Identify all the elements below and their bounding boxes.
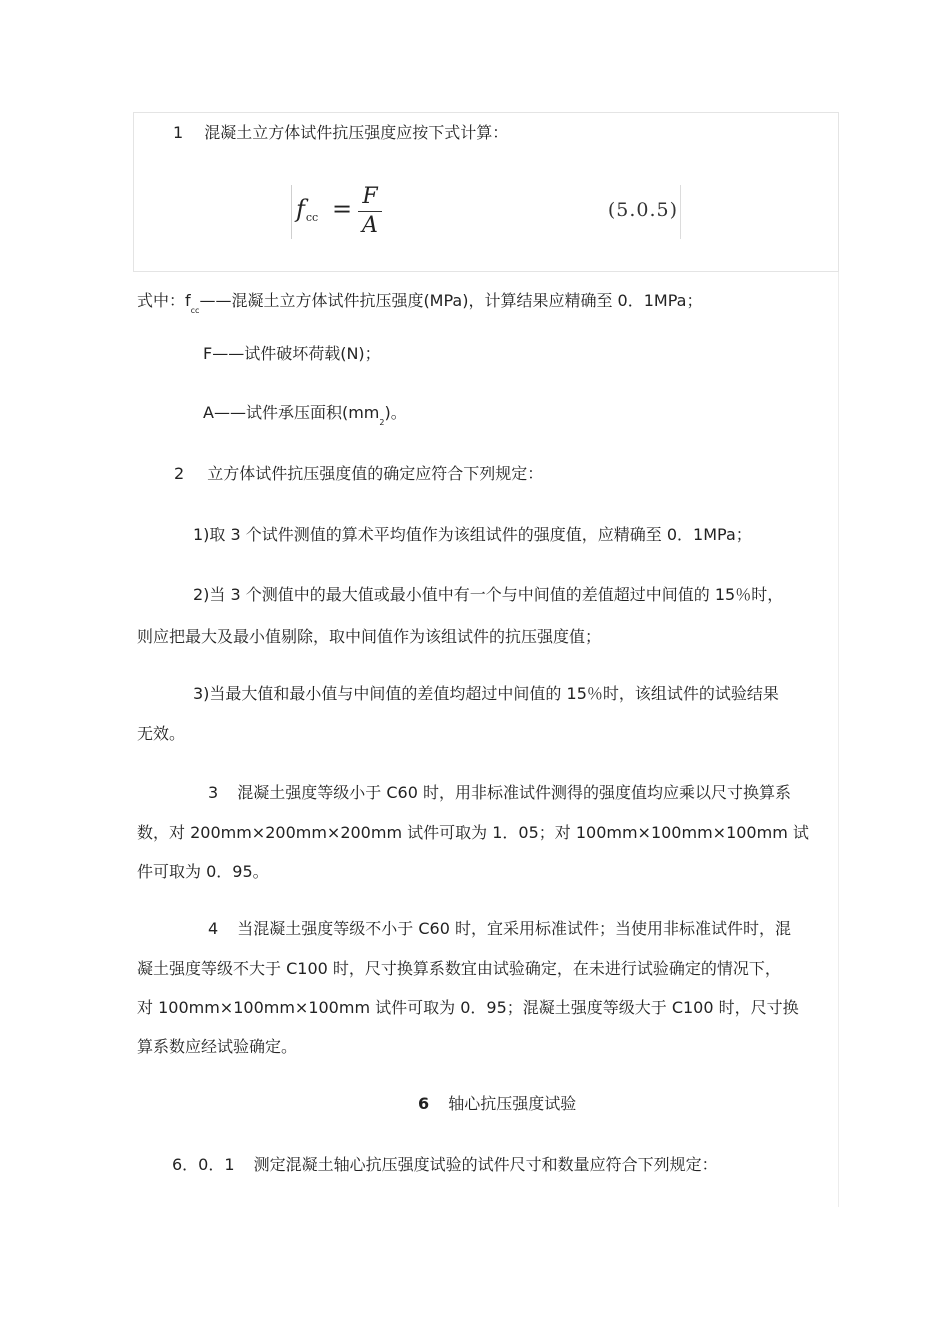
definition-A: A——试件承压面积$(mm_2)$。 xyxy=(203,403,407,427)
subitem-2-line-2: 则应把最大及最小值剔除，取中间值作为该组试件的抗压强度值； xyxy=(137,627,602,646)
item-4-line-4: 算系数应经试验确定。 xyxy=(137,1037,298,1056)
clause-number: 6．0．1 xyxy=(172,1155,235,1174)
section-title: 轴心抗压强度试验 xyxy=(448,1094,577,1113)
formula-lhs: $f_{cc}$ xyxy=(296,195,319,224)
item-4-line-1: 4 当混凝土强度等级不小于 C60 时，宜采用标准试件；当使用非标准试件时，混 xyxy=(208,919,791,938)
formula-number: (5.0.5) xyxy=(607,199,678,221)
item-1-text: 混凝土立方体试件抗压强度应按下式计算： xyxy=(204,123,509,142)
subitem-2-line-1: 2)当 3 个测值中的最大值或最小值中有一个与中间值的差值超过中间值的 15％时， xyxy=(193,585,784,604)
item-3-line-2: 数，对 200mm×200mm×200mm 试件可取为 1．05；对 100mm×100mm×100mm 试 xyxy=(137,823,809,842)
where-subscript: cc xyxy=(190,306,200,315)
formula-image xyxy=(291,185,681,239)
formula-fraction xyxy=(358,185,382,238)
item-1 xyxy=(173,120,508,143)
right-border-line xyxy=(838,272,839,1207)
definition-F: F——试件破坏荷载(N)； xyxy=(203,344,381,363)
subitem-3-line-1: 3)当最大值和最小值与中间值的差值均超过中间值的 15％时，该组试件的试验结果 xyxy=(193,684,779,703)
item-3-line-1: 3 混凝土强度等级小于 C60 时，用非标准试件测得的强度值均应乘以尺寸换算系 xyxy=(208,783,791,802)
item-4-line-2: 凝土强度等级不大于 C100 时，尺寸换算系数宜由试验确定，在未进行试验确定的情况下， xyxy=(137,959,781,978)
where-line xyxy=(137,288,703,315)
item-2-number: 2 xyxy=(174,464,185,483)
formula-equals: = xyxy=(332,195,353,223)
item-1-number: 1 xyxy=(173,123,184,142)
subitem-3-line-2: 无效。 xyxy=(137,724,186,743)
item-3-line-3: 件可取为 0．95。 xyxy=(137,862,269,881)
clause-text: 测定混凝土轴心抗压强度试验的试件尺寸和数量应符合下列规定： xyxy=(253,1155,718,1174)
item-3-number: 3 xyxy=(208,783,219,802)
item-2-text: 立方体试件抗压强度值的确定应符合下列规定： xyxy=(207,464,544,483)
item-4-line-3: 对 100mm×100mm×100mm 试件可取为 0．95；混凝土强度等级大于 C100 时，尺寸换 xyxy=(137,998,799,1017)
where-text: ——混凝土立方体试件抗压强度(MPa)，计算结果应精确至 0．1MPa； xyxy=(199,291,703,310)
section-heading xyxy=(418,1091,576,1114)
section-number: 6 xyxy=(418,1094,430,1113)
subitem-1: 1)取 3 个试件测值的算术平均值作为该组试件的强度值，应精确至 0．1MPa； xyxy=(193,525,752,544)
where-lead: 式中：f xyxy=(137,291,191,310)
fraction-bar xyxy=(358,211,382,212)
formula-denominator: A xyxy=(362,213,378,238)
item-4-number: 4 xyxy=(208,919,219,938)
clause-6-0-1 xyxy=(172,1152,718,1175)
item-2 xyxy=(174,461,543,484)
formula-numerator: F xyxy=(362,184,378,209)
